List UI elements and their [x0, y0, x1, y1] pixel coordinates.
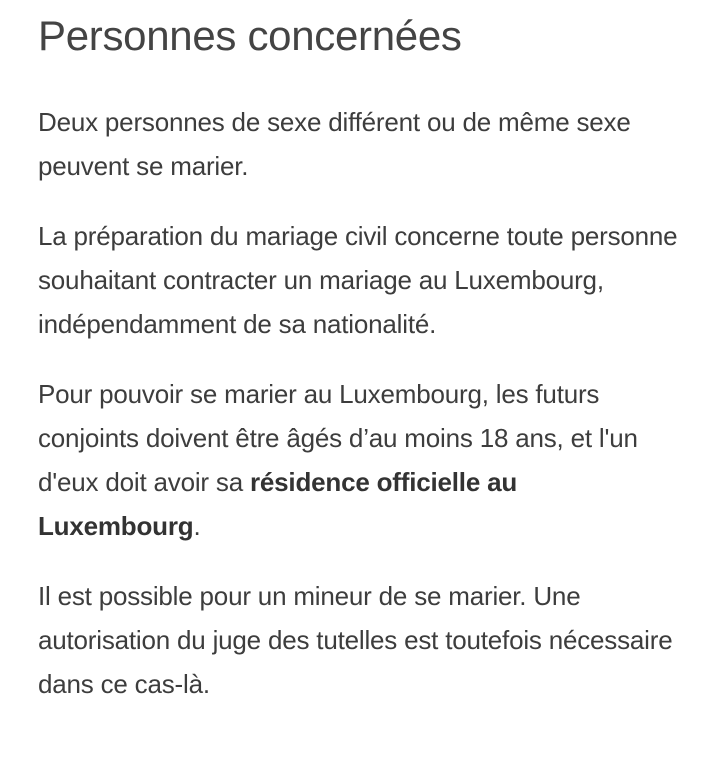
section-title: Personnes concernées	[38, 12, 462, 59]
paragraph-age-residence-text: Pour pouvoir se marier au Luxembourg, les futurs conjoints doivent être âgés d’au moins 18 ans, et l'un d'eux doit avoir sa	[38, 379, 638, 497]
paragraph-age-residence	[38, 372, 682, 548]
paragraph-nationality: La préparation du mariage civil concerne toute personne souhaitant contracter un mariage au Luxembourg, indépendamment de sa nationalité.	[38, 221, 678, 339]
paragraph-eligibility-sexes: Deux personnes de sexe différent ou de même sexe peuvent se marier.	[38, 107, 631, 181]
paragraph-minor-authorization: Il est possible pour un mineur de se marier. Une autorisation du juge des tutelles est toutefois nécessaire dans ce cas-là.	[38, 581, 673, 699]
paragraph-age-residence-end: .	[193, 511, 201, 541]
official-residence-emphasis: résidence officielle au Luxembourg	[38, 467, 518, 541]
